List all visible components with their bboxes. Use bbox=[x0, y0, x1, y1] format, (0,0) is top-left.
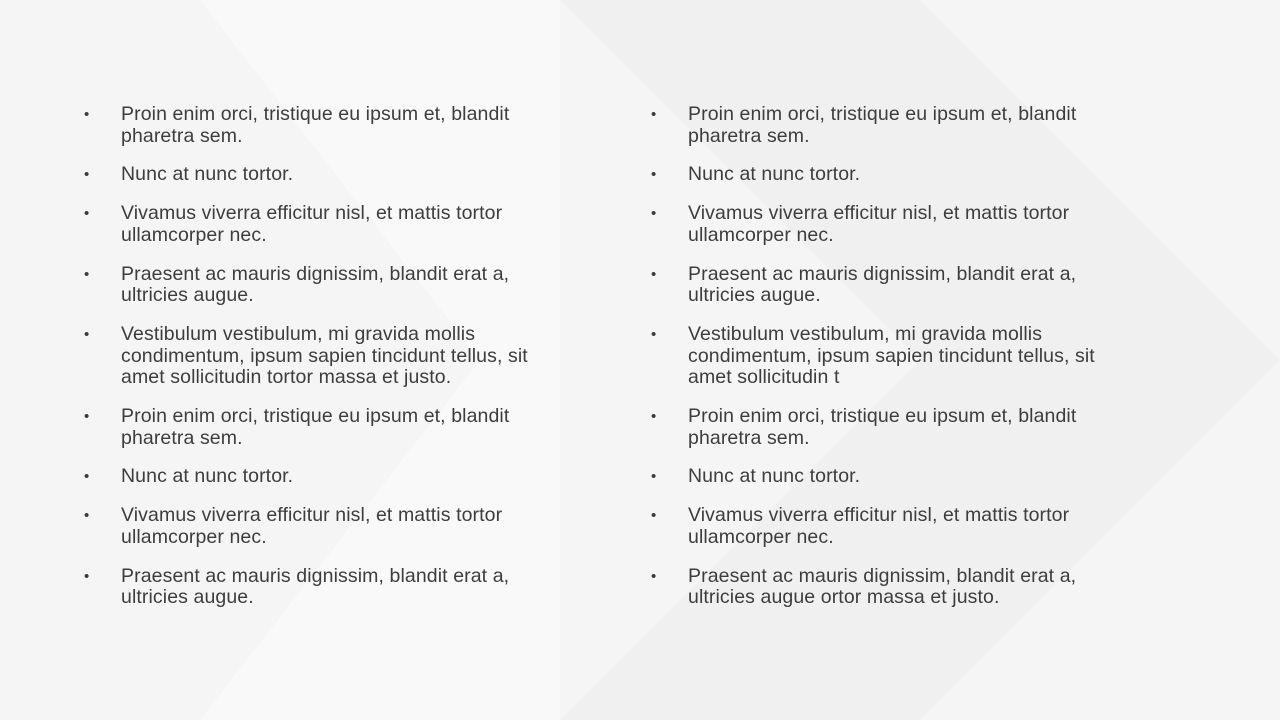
list-item-text: Nunc at nunc tortor. bbox=[121, 465, 294, 488]
list-item bbox=[84, 566, 554, 609]
list-item-text: Praesent ac mauris dignissim, blandit erat a, ultricies augue. bbox=[121, 564, 510, 609]
list-item bbox=[651, 505, 1121, 548]
bullet-icon: • bbox=[84, 408, 90, 426]
list-item-text: Praesent ac mauris dignissim, blandit erat a, ultricies augue. bbox=[121, 262, 510, 307]
list-item bbox=[651, 406, 1121, 449]
bullet-icon: • bbox=[84, 567, 90, 585]
bullet-icon: • bbox=[84, 106, 90, 123]
list-item bbox=[84, 164, 554, 186]
list-item bbox=[651, 203, 1121, 246]
list-item-text: Vivamus viverra efficitur nisl, et mattis tortor ullamcorper nec. bbox=[688, 202, 1070, 246]
bullet-icon: • bbox=[84, 166, 90, 184]
bullet-icon: • bbox=[651, 507, 657, 525]
list-item-text: Nunc at nunc tortor. bbox=[688, 465, 861, 488]
list-item-text: Vestibulum vestibulum, mi gravida mollis condimentum, ipsum sapien tincidunt tellus, sit amet sollicitudin t bbox=[688, 322, 1095, 389]
bullet-icon: • bbox=[84, 468, 90, 486]
list-item bbox=[651, 264, 1121, 307]
list-item-text: Proin enim orci, tristique eu ipsum et, blandit pharetra sem. bbox=[688, 103, 1077, 147]
bullet-icon: • bbox=[84, 507, 90, 525]
list-item bbox=[651, 324, 1121, 389]
bullet-icon: • bbox=[84, 265, 90, 283]
left-bullet-list bbox=[84, 104, 554, 609]
bullet-icon: • bbox=[84, 205, 90, 223]
list-item bbox=[651, 164, 1121, 186]
bullet-icon: • bbox=[651, 265, 657, 283]
list-item bbox=[84, 406, 554, 449]
list-item-text: Vivamus viverra efficitur nisl, et mattis tortor ullamcorper nec. bbox=[121, 202, 503, 246]
list-item-text: Nunc at nunc tortor. bbox=[688, 163, 861, 186]
bullet-icon: • bbox=[651, 325, 657, 343]
list-item-text: Vivamus viverra efficitur nisl, et mattis tortor ullamcorper nec. bbox=[688, 504, 1070, 548]
list-item-text: Proin enim orci, tristique eu ipsum et, blandit pharetra sem. bbox=[688, 405, 1077, 449]
bullet-icon: • bbox=[651, 567, 657, 585]
list-item-text: Nunc at nunc tortor. bbox=[121, 163, 294, 186]
list-item-text: Vestibulum vestibulum, mi gravida mollis condimentum, ipsum sapien tincidunt tellus, sit amet sollicitudin tortor massa et justo. bbox=[121, 322, 528, 389]
list-item bbox=[84, 505, 554, 548]
right-bullet-list bbox=[651, 104, 1121, 609]
list-item-text: Praesent ac mauris dignissim, blandit erat a, ultricies augue ortor massa et justo. bbox=[688, 564, 1077, 609]
bullet-icon: • bbox=[651, 166, 657, 184]
list-item bbox=[84, 203, 554, 246]
bullet-icon: • bbox=[651, 468, 657, 486]
list-item bbox=[651, 566, 1121, 609]
right-bullet-column bbox=[651, 104, 1121, 626]
bullet-icon: • bbox=[84, 325, 90, 343]
list-item bbox=[651, 466, 1121, 488]
bullet-icon: • bbox=[651, 408, 657, 426]
list-item-text: Vivamus viverra efficitur nisl, et mattis tortor ullamcorper nec. bbox=[121, 504, 503, 548]
list-item bbox=[84, 466, 554, 488]
left-bullet-column bbox=[84, 104, 554, 626]
bullet-icon: • bbox=[651, 106, 657, 123]
list-item-text: Praesent ac mauris dignissim, blandit erat a, ultricies augue. bbox=[688, 262, 1077, 307]
list-item bbox=[651, 104, 1121, 147]
list-item-text: Proin enim orci, tristique eu ipsum et, blandit pharetra sem. bbox=[121, 103, 510, 147]
list-item-text: Proin enim orci, tristique eu ipsum et, blandit pharetra sem. bbox=[121, 405, 510, 449]
list-item bbox=[84, 324, 554, 389]
list-item bbox=[84, 264, 554, 307]
bullet-icon: • bbox=[651, 205, 657, 223]
list-item bbox=[84, 104, 554, 147]
